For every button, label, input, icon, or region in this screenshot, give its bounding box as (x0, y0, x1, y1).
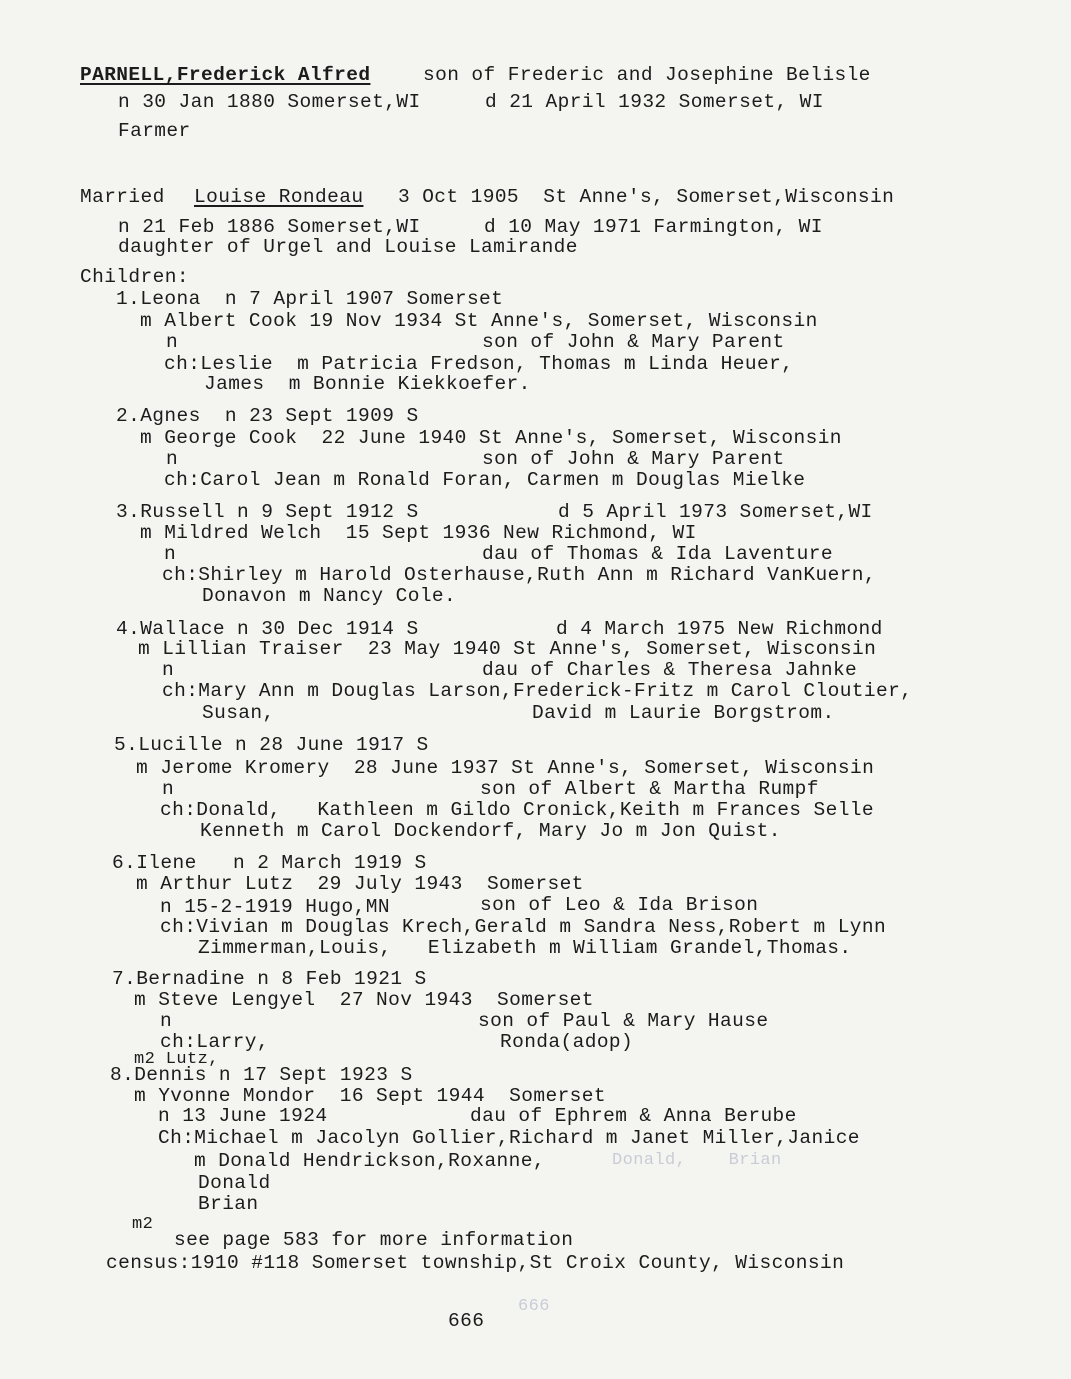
child-1-grandchildren: ch:Leslie m Patricia Fredson, Thomas m Linda Heuer, (164, 353, 794, 375)
child-5-spouse-parents: son of Albert & Martha Rumpf (480, 778, 819, 800)
child-3-grandchildren-cont: Donavon m Nancy Cole. (202, 585, 457, 607)
spouse-name: Louise Rondeau (194, 186, 364, 208)
child-6-marriage: m Arthur Lutz 29 July 1943 Somerset (136, 873, 584, 895)
married-label: Married (80, 186, 165, 208)
child-5-line: 5.Lucille n 28 June 1917 S (114, 734, 429, 756)
child-8-added-name-donald: Donald (198, 1172, 271, 1194)
child-8-added-name-brian: Brian (198, 1193, 259, 1215)
marriage-details: 3 Oct 1905 St Anne's, Somerset,Wisconsin (398, 186, 895, 208)
child-8-marriage: m Yvonne Mondor 16 Sept 1944 Somerset (134, 1085, 606, 1107)
subject-occupation: Farmer (118, 120, 191, 142)
census-note: census:1910 #118 Somerset township,St Croix County, Wisconsin (106, 1252, 845, 1274)
child-2-grandchildren: ch:Carol Jean m Ronald Foran, Carmen m Douglas Mielke (164, 469, 806, 491)
child-4-spouse-birth: n (162, 659, 175, 681)
page-number: 666 (448, 1310, 485, 1332)
child-2-line: 2.Agnes n 23 Sept 1909 S (116, 405, 419, 427)
child-8-spouse-birth: n 13 June 1924 (158, 1105, 328, 1127)
child-5-grandchildren: ch:Donald, Kathleen m Gildo Cronick,Keith m Frances Selle (160, 799, 875, 821)
child-6-spouse-parents: son of Leo & Ida Brison (480, 894, 759, 916)
faint-page-number: 666 (518, 1297, 550, 1316)
child-3-spouse-parents: dau of Thomas & Ida Laventure (482, 543, 833, 565)
child-5-spouse-birth: n (162, 778, 175, 800)
child-6-line: 6.Ilene n 2 March 1919 S (112, 852, 427, 874)
subject-birth: n 30 Jan 1880 Somerset,WI (118, 91, 421, 113)
child-4-grandchildren: ch:Mary Ann m Douglas Larson,Frederick-Fritz m Carol Cloutier, (162, 680, 913, 702)
child-8-grandchildren: Ch:Michael m Jacolyn Gollier,Richard m Janet Miller,Janice (158, 1127, 860, 1149)
subject-parents: son of Frederic and Josephine Belisle (423, 64, 871, 86)
child-6-grandchildren: ch:Vivian m Douglas Krech,Gerald m Sandra Ness,Robert m Lynn (160, 916, 887, 938)
child-7-grandchildren: ch:Larry, (160, 1031, 269, 1053)
child-3-line: 3.Russell n 9 Sept 1912 S (116, 501, 419, 523)
child-2-marriage: m George Cook 22 June 1940 St Anne's, Somerset, Wisconsin (140, 427, 842, 449)
subject-death: d 21 April 1932 Somerset, WI (485, 91, 824, 113)
subject-name: PARNELL,Frederick Alfred (80, 64, 371, 86)
child-5-marriage: m Jerome Kromery 28 June 1937 St Anne's, Somerset, Wisconsin (136, 757, 875, 779)
child-8-spouse-parents: dau of Ephrem & Anna Berube (470, 1105, 797, 1127)
child-4-line: 4.Wallace n 30 Dec 1914 S (116, 618, 419, 640)
child-6-grandchildren-cont: Zimmerman,Louis, Elizabeth m William Grandel,Thomas. (198, 937, 852, 959)
child-1-spouse-parents: son of John & Mary Parent (482, 331, 785, 353)
child-7-spouse-birth: n (160, 1010, 173, 1032)
spouse-birth: n 21 Feb 1886 Somerset,WI (118, 216, 421, 238)
faint-bleedthrough-names: Donald, Brian (612, 1151, 782, 1170)
child-7-line: 7.Bernadine n 8 Feb 1921 S (112, 968, 427, 990)
child-7-marriage: m Steve Lengyel 27 Nov 1943 Somerset (134, 989, 594, 1011)
child-8-grandchildren-cont: m Donald Hendrickson,Roxanne, (194, 1150, 545, 1172)
child-6-spouse-birth: n 15-2-1919 Hugo,MN (160, 896, 390, 918)
children-heading: Children: (80, 266, 189, 288)
child-1-line: 1.Leona n 7 April 1907 Somerset (116, 288, 504, 310)
child-7-second-marriage: m2 Lutz, (134, 1050, 219, 1069)
child-7-grandchildren-adopted: Ronda(adop) (500, 1031, 634, 1053)
child-3-grandchildren: ch:Shirley m Harold Osterhause,Ruth Ann m Richard VanKuern, (162, 564, 877, 586)
child-4-grandchildren-b: David m Laurie Borgstrom. (532, 702, 835, 724)
child-4-grandchildren-a: Susan, (202, 702, 275, 724)
child-4-spouse-parents: dau of Charles & Theresa Jahnke (482, 659, 858, 681)
child-5-grandchildren-cont: Kenneth m Carol Dockendorf, Mary Jo m Jon Quist. (200, 820, 781, 842)
child-8-line: 8.Dennis n 17 Sept 1923 S (110, 1064, 413, 1086)
child-2-spouse-parents: son of John & Mary Parent (482, 448, 785, 470)
child-1-grandchildren-cont: James m Bonnie Kiekkoefer. (204, 373, 531, 395)
child-1-marriage: m Albert Cook 19 Nov 1934 St Anne's, Somerset, Wisconsin (140, 310, 818, 332)
child-3-death: d 5 April 1973 Somerset,WI (558, 501, 873, 523)
child-3-marriage: m Mildred Welch 15 Sept 1936 New Richmond, WI (140, 522, 697, 544)
child-4-marriage: m Lillian Traiser 23 May 1940 St Anne's, Somerset, Wisconsin (138, 638, 877, 660)
child-7-spouse-parents: son of Paul & Mary Hause (478, 1010, 769, 1032)
child-3-spouse-birth: n (164, 543, 177, 565)
child-4-death: d 4 March 1975 New Richmond (556, 618, 883, 640)
see-page-note: see page 583 for more information (174, 1229, 574, 1251)
second-marriage-note: m2 (132, 1215, 154, 1234)
spouse-parents: daughter of Urgel and Louise Lamirande (118, 236, 578, 258)
child-1-spouse-birth: n (166, 331, 179, 353)
spouse-death: d 10 May 1971 Farmington, WI (484, 216, 823, 238)
child-2-spouse-birth: n (166, 448, 179, 470)
